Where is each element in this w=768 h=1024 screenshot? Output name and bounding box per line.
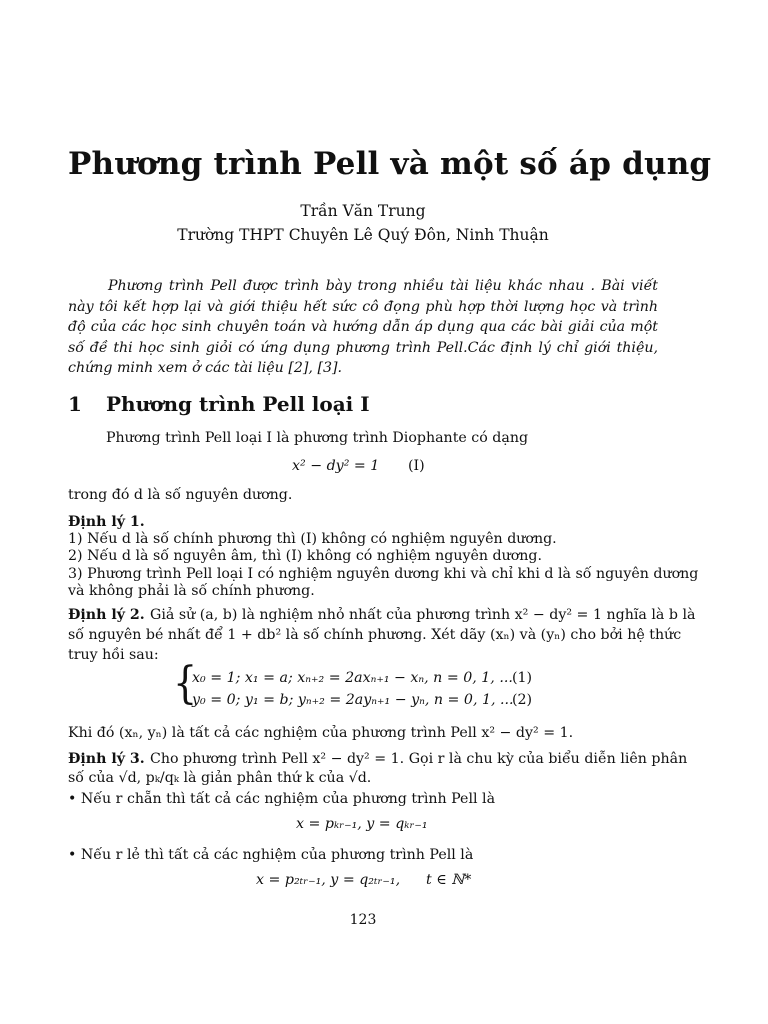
system-brace: { [173,657,198,709]
paper-title: Phương trình Pell và một số áp dụng [68,146,712,182]
affiliation: Trường THPT Chuyên Lê Quý Đôn, Ninh Thuận [177,226,549,244]
abstract [68,276,658,379]
system-equation-1: x₀ = 1; x₁ = a; xₙ₊₂ = 2axₙ₊₁ − xₙ, n = 0, 1, ... [192,670,513,686]
odd-solution-equation: x = p₂ₜᵣ₋₁, y = q₂ₜᵣ₋₁, [256,872,401,888]
section-title: Phương trình Pell loại I [106,392,370,416]
theorem1-item: và không phải là số chính phương. [68,583,315,599]
main-equation: x² − dy² = 1 [292,458,380,474]
bullet-even: • Nếu r chẵn thì tất cả các nghiệm của phương trình Pell là [68,791,496,807]
theorem2-line: Giả sử (a, b) là nghiệm nhỏ nhất của phương trình x² − dy² = 1 nghĩa là b là [150,607,696,623]
theorem3-line: Cho phương trình Pell x² − dy² = 1. Gọi r là chu kỳ của biểu diễn liên phân [150,751,688,767]
theorem3-line: số của √d, pₖ/qₖ là giản phân thứ k của √d. [68,770,372,786]
theorem2-label: Định lý 2. [68,607,145,623]
abstract-text: Phương trình Pell được trình bày trong nhiều tài liệu khác nhau . Bài viết này tôi kết hợp lại và giới thiệu hết sức cô đọng phù hợp thời lượng học và trình độ của các học sinh chuyên toán và hướng dẫn áp dụng qua các bài giải của một số đề thi học sinh giỏi có ứng dụng phương trình Pell.Các định lý chỉ giới thiệu, chứng minh xem ở các tài liệu [2], [3]. [68,278,658,376]
section-number: 1 [68,392,82,416]
theorem1-item: 1) Nếu d là số chính phương thì (I) không có nghiệm nguyên dương. [68,531,557,547]
theorem1-item: 3) Phương trình Pell loại I có nghiệm nguyên dương khi và chỉ khi d là số nguyên dương [68,566,699,582]
intro-text: Phương trình Pell loại I là phương trình Diophante có dạng [106,430,529,446]
system-label-1: (1) [512,670,533,686]
bullet-odd: • Nếu r lẻ thì tất cả các nghiệm của phương trình Pell là [68,847,474,863]
page-number: 123 [349,912,377,928]
theorem2-conclusion: Khi đó (xₙ, yₙ) là tất cả các nghiệm của phương trình Pell x² − dy² = 1. [68,725,574,741]
author-name: Trần Văn Trung [300,202,426,220]
theorem2-line: truy hồi sau: [68,647,159,663]
theorem2-line: số nguyên bé nhất để 1 + db² là số chính phương. Xét dãy (xₙ) và (yₙ) cho bởi hệ thức [68,627,682,643]
where-text: trong đó d là số nguyên dương. [68,487,293,503]
system-equation-2: y₀ = 0; y₁ = b; yₙ₊₂ = 2ayₙ₊₁ − yₙ, n = 0, 1, ... [192,692,514,708]
theorem3-label: Định lý 3. [68,751,145,767]
main-equation-label: (I) [408,458,425,474]
theorem1-item: 2) Nếu d là số nguyên âm, thì (I) không có nghiệm nguyên dương. [68,548,543,564]
odd-solution-condition: t ∈ ℕ* [426,872,472,888]
system-label-2: (2) [512,692,533,708]
even-solution-equation: x = pₖᵣ₋₁, y = qₖᵣ₋₁ [296,816,428,832]
theorem1-label: Định lý 1. [68,514,145,530]
